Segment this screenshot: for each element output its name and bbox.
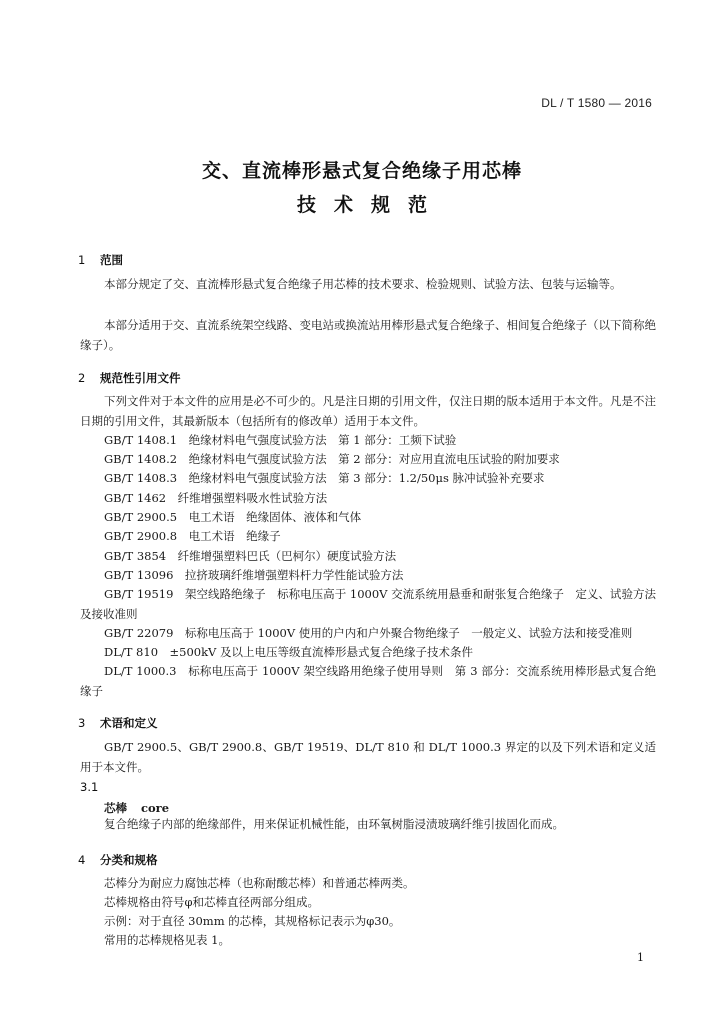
scope-paragraph-1: 本部分规定了交、直流棒形悬式复合绝缘子用芯棒的技术要求、检验规则、试验方法、包装与运输等。 (104, 277, 622, 291)
reference-item: GB/T 1408.1 绝缘材料电气强度试验方法 第 1 部分：工频下试验 (104, 433, 457, 447)
classification-line: 常用的芯棒规格见表 1。 (104, 933, 230, 947)
term-english: core (141, 801, 170, 815)
reference-item: DL/T 1000.3 标称电压高于 1000V 架空线路用绝缘子使用导则 第 3 部分：交流系统用棒形悬式复合绝缘子 (80, 664, 656, 698)
term-entry (104, 800, 169, 816)
term-definition: 复合绝缘子内部的绝缘部件，用来保证机械性能，由环氧树脂浸渍玻璃纤维引拔固化而成。 (104, 817, 564, 831)
terms-intro: GB/T 2900.5、GB/T 2900.8、GB/T 19519、DL/T 810 和 DL/T 1000.3 界定的以及下列术语和定义适用于本文件。 (80, 740, 656, 774)
document-subtitle: 技术规范 (296, 194, 445, 216)
reference-item: GB/T 3854 纤维增强塑料巴氏（巴柯尔）硬度试验方法 (104, 549, 397, 563)
section-heading-terms (78, 715, 158, 731)
section-number: 2 (78, 371, 86, 385)
section-title: 分类和规格 (100, 853, 158, 867)
reference-item: GB/T 1408.2 绝缘材料电气强度试验方法 第 2 部分：对应用直流电压试验的附加要求 (104, 452, 560, 466)
reference-item: GB/T 22079 标称电压高于 1000V 使用的户内和户外聚合物绝缘子 一般定义、试验方法和接受准则 (104, 626, 633, 640)
term-chinese: 芯棒 (104, 801, 127, 815)
section-title: 范围 (100, 253, 123, 267)
classification-line: 示例：对于直径 30mm 的芯棒，其规格标记表示为φ30。 (104, 914, 401, 928)
section-title: 规范性引用文件 (100, 371, 181, 385)
references-intro: 下列文件对于本文件的应用是必不可少的。凡是注日期的引用文件，仅注日期的版本适用于本文件。凡是不注日期的引用文件，其最新版本（包括所有的修改单）适用于本文件。 (80, 394, 656, 428)
reference-item: GB/T 13096 拉挤玻璃纤维增强塑料杆力学性能试验方法 (104, 568, 404, 582)
page-number: 1 (637, 951, 644, 964)
reference-item: GB/T 2900.5 电工术语 绝缘固体、液体和气体 (104, 510, 362, 524)
section-number: 3 (78, 716, 86, 730)
document-title: 交、直流棒形悬式复合绝缘子用芯棒 (201, 160, 522, 182)
reference-item: GB/T 1462 纤维增强塑料吸水性试验方法 (104, 491, 328, 505)
section-heading-normative-references (78, 370, 181, 386)
section-heading-classification (78, 852, 158, 868)
reference-item: GB/T 2900.8 电工术语 绝缘子 (104, 529, 281, 543)
reference-item: DL/T 810 ±500kV 及以上电压等级直流棒形悬式复合绝缘子技术条件 (104, 645, 474, 659)
classification-line: 芯棒分为耐应力腐蚀芯棒（也称耐酸芯棒）和普通芯棒两类。 (104, 876, 415, 890)
section-title: 术语和定义 (100, 716, 158, 730)
section-number: 1 (78, 253, 86, 267)
classification-line: 芯棒规格由符号φ和芯棒直径两部分组成。 (104, 895, 320, 909)
subclause-number: 3.1 (80, 780, 99, 794)
reference-item: GB/T 1408.3 绝缘材料电气强度试验方法 第 3 部分：1.2/50μs 脉冲试验补充要求 (104, 471, 545, 485)
standard-number: DL / T 1580 — 2016 (541, 96, 652, 110)
reference-item: GB/T 19519 架空线路绝缘子 标称电压高于 1000V 交流系统用悬垂和耐张复合绝缘子 定义、试验方法及接收准则 (80, 587, 656, 621)
section-number: 4 (78, 853, 86, 867)
section-heading-scope (78, 252, 123, 268)
scope-paragraph-2: 本部分适用于交、直流系统架空线路、变电站或换流站用棒形悬式复合绝缘子、相间复合绝缘子（以下简称绝缘子）。 (80, 318, 656, 352)
